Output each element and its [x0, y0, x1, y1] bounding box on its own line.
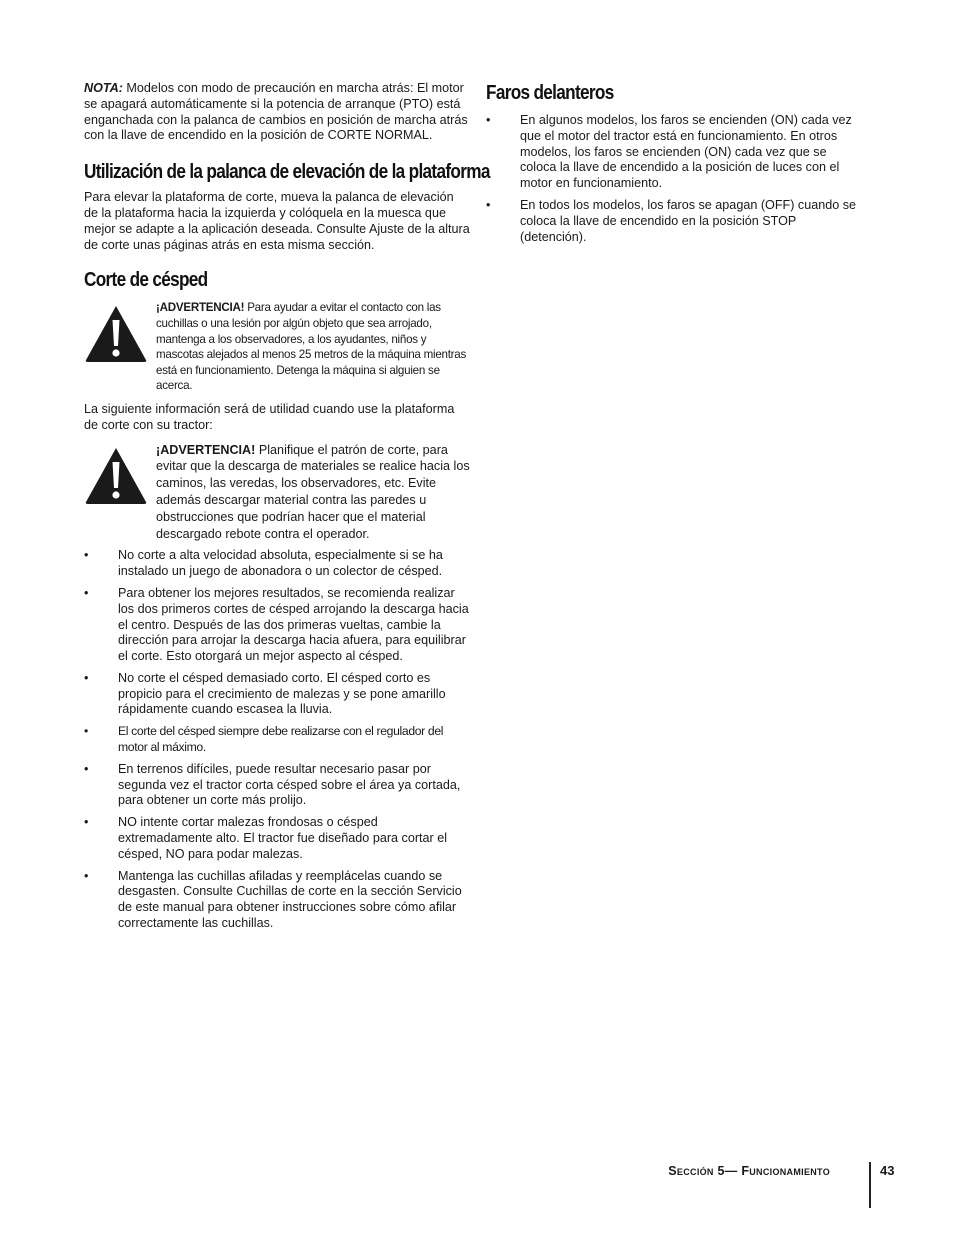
warning-2-text: [156, 442, 470, 543]
warning-2-label: ¡ADVERTENCIA!: [156, 442, 256, 457]
bullet-icon: •: [84, 815, 89, 830]
bullet-icon: •: [84, 585, 89, 600]
right-column: [486, 81, 862, 251]
warning-block-1: [84, 300, 470, 394]
page-number: 43: [880, 1163, 895, 1178]
bullet-icon: •: [84, 761, 89, 776]
section-title-headlights: Faros delanteros: [486, 82, 614, 104]
warning-1-body: Para ayudar a evitar el contacto con las cuchillas o una lesión por algún objeto que sea arrojado, mantenga a los observadores, a los ayudantes, niños y mascotas alejados al menos 25 metros de la máquina mientras está en funcionamiento. Detenga la máquina si alguien se acerca.: [156, 301, 467, 393]
bullet-icon: •: [486, 197, 491, 212]
note-text: Modelos con modo de precaución en marcha atrás: El motor se apagará automáticamente si la potencia de arranque (PTO) está enganchada con la palanca de cambios en posición de marcha atrás con la llave de encendido en la posición de CORTE NORMAL.: [84, 81, 468, 143]
left-column: [84, 81, 490, 938]
footer-section-title: Sección 5— Funcionamiento: [668, 1164, 830, 1178]
footer-divider: [869, 1162, 871, 1208]
bullet-icon: •: [84, 548, 89, 563]
bullet-icon: •: [84, 724, 88, 739]
info-paragraph: La siguiente información será de utilidad cuando use la plataforma de corte con su tractor:: [84, 401, 455, 432]
lift-lever-paragraph: Para elevar la plataforma de corte, mueva la palanca de elevación de la plataforma hacia la izquierda y colóquela en la muesca que mejor se adapte a la aplicación deseada. Consulte Ajuste de la altura de corte unas páginas atrás en esta misma sección.: [84, 190, 470, 252]
list-item: • En terrenos difíciles, puede resultar necesario pasar por segunda vez el tractor corta césped sobre el área ya cortada, para obtener un corte más prolijo.: [84, 761, 461, 808]
note-paragraph: [84, 81, 470, 144]
section-title-lift-lever: Utilización de la palanca de elevación de la plataforma: [84, 161, 490, 184]
page-footer: [640, 1164, 860, 1184]
warning-2-body: Planifique el patrón de corte, para evitar que la descarga de materiales se realice hacia los caminos, las veredas, los observadores, etc. Evite además descargar material contra las paredes u obstrucciones que podrían hacer que el material descargado rebote contra el operador.: [156, 442, 470, 541]
section-title-mowing: Corte de césped: [84, 269, 208, 292]
warning-1-label: ¡ADVERTENCIA!: [156, 301, 245, 315]
mowing-bullet-list: [84, 548, 470, 932]
warning-triangle-icon: [84, 446, 148, 506]
list-item: • El corte del césped siempre debe realizarse con el regulador del motor al máximo.: [84, 724, 444, 755]
list-item: • En todos los modelos, los faros se apagan (OFF) cuando se coloca la llave de encendido en la posición STOP (detención).: [486, 197, 857, 244]
warning-block-2: [84, 442, 470, 543]
warning-triangle-icon: [84, 304, 148, 364]
list-item: • Para obtener los mejores resultados, se recomienda realizar los dos primeros cortes de césped arrojando la descarga hacia el centro. Después de las dos primeras vueltas, cambie la dirección para arrojar la descarga hacia afuera, para equilibrar el corte. Esto otorgará un mejor aspecto al césped.: [84, 585, 469, 664]
bullet-icon: •: [84, 868, 89, 883]
bullet-icon: •: [486, 113, 491, 127]
list-item: • NO intente cortar malezas frondosas o césped extremadamente alto. El tractor fue diseñado para cortar el césped, NO para podar malezas.: [84, 815, 448, 861]
headlights-bullet-list: [486, 113, 862, 245]
list-item: • Mantenga las cuchillas afiladas y reemplácelas cuando se desgasten. Consulte Cuchillas de corte en la sección Servicio de este manual para obtener instrucciones sobre cómo afilar correctamente las cuchillas.: [84, 868, 462, 931]
list-item: • No corte a alta velocidad absoluta, especialmente si se ha instalado un juego de abonadora o un colector de césped.: [84, 548, 443, 579]
note-label: NOTA:: [84, 81, 123, 95]
bullet-icon: •: [84, 670, 89, 685]
list-item: • No corte el césped demasiado corto. El césped corto es propicio para el crecimiento de malezas y se pone amarillo rápidamente cuando escasea la lluvia.: [84, 670, 446, 717]
warning-1-text: [156, 300, 470, 394]
list-item: • En algunos modelos, los faros se encienden (ON) cada vez que el motor del tractor está en funcionamiento. En otros modelos, los faros se encienden (ON) cada vez que se coloca la llave de encendido a la posición de luces con el motor en funcionamiento.: [486, 113, 852, 191]
